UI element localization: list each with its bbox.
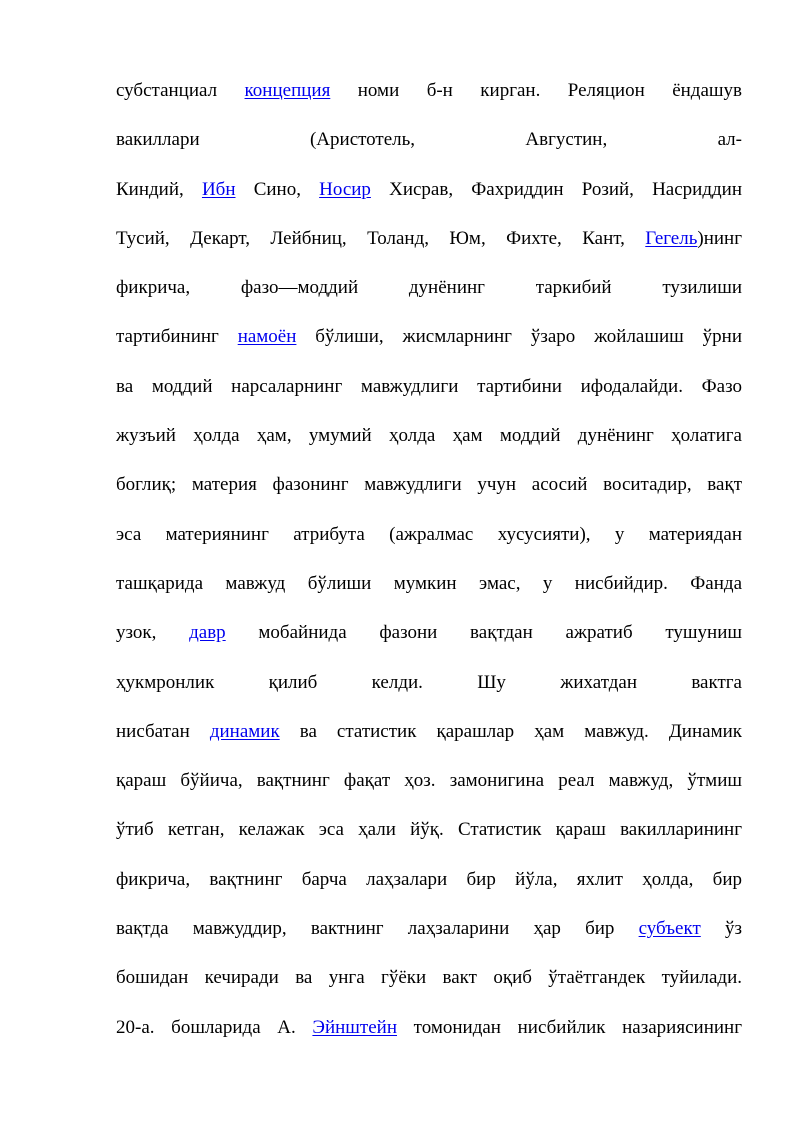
text-run: мобайнида фазони вақтдан ажратиб тушуниш: [225, 622, 743, 644]
link-ibn[interactable]: Ибн: [201, 178, 236, 200]
text-line: [116, 460, 742, 509]
text-run: жузъий ҳолда ҳам, умумий ҳолда ҳам моддий дунёнинг ҳолатига: [116, 425, 742, 447]
text-run: 20-а. бошларида А.: [116, 1016, 313, 1038]
text-line: [116, 707, 742, 756]
text-line: [116, 1003, 742, 1052]
text-run: субстанциал: [116, 80, 245, 101]
text-run: Сино,: [235, 178, 320, 200]
link-dinamik[interactable]: динамик: [209, 720, 280, 742]
text-run: Хисрав, Фахриддин Розий, Насриддин: [370, 178, 743, 200]
text-run: номи б-н кирган. Реляцион ёндашув: [330, 80, 742, 101]
link-subyekt[interactable]: субъект: [638, 918, 701, 940]
text-run: )нинг: [697, 227, 742, 249]
text-run: ҳукмронлик қилиб келди. Шу жихатдан вактга: [116, 671, 742, 693]
text-run: тартибининг: [116, 326, 238, 348]
text-run: вакиллари (Аристотель, Августин, ал-: [116, 129, 742, 151]
text-run: Киндий,: [116, 178, 202, 200]
text-run: томонидан нисбийлик назариясининг: [397, 1016, 742, 1038]
text-run: эса материянинг атрибута (ажралмас хусусияти), у материядан: [116, 523, 742, 545]
text-run: Тусий, Декарт, Лейбниц, Толанд, Юм, Фихте, Кант,: [116, 227, 646, 249]
link-kontseptsiya[interactable]: концепция: [244, 80, 331, 101]
text-run: ва моддий нарсаларнинг мавжудлиги тартибини ифодалайди. Фазо: [116, 375, 742, 397]
text-run: фикрича, фазо—моддий дунёнинг таркибий тузилиши: [116, 277, 742, 299]
text-line: [116, 263, 742, 312]
text-line: [116, 165, 742, 214]
text-line: [116, 559, 742, 608]
text-run: ташқарида мавжуд бўлиши мумкин эмас, у нисбийдир. Фанда: [116, 572, 742, 594]
link-eynshteyn[interactable]: Эйнштейн: [312, 1016, 397, 1038]
text-line: [116, 214, 742, 263]
text-run: вақтда мавжуддир, вактнинг лаҳзаларини ҳар бир: [116, 918, 639, 940]
link-nosir[interactable]: Носир: [319, 178, 371, 200]
text-line: [116, 756, 742, 805]
text-run: ўз: [700, 918, 742, 940]
text-line: [116, 608, 742, 657]
link-gegel[interactable]: Гегель: [645, 227, 698, 249]
text-run: бўлиши, жисмларнинг ўзаро жойлашиш ўрни: [296, 326, 742, 348]
text-run: қараш бўйича, вақтнинг фақат ҳоз. замонигина реал мавжуд, ўтмиш: [116, 770, 742, 792]
link-namoyon[interactable]: намоён: [237, 326, 297, 348]
text-line: [116, 855, 742, 904]
text-line: [116, 510, 742, 559]
text-line: [116, 953, 742, 1002]
text-line: [116, 411, 742, 460]
text-line: [116, 362, 742, 411]
text-line: [116, 66, 742, 115]
text-line: [116, 805, 742, 854]
text-run: нисбатан: [116, 720, 210, 742]
text-run: боглиқ; материя фазонинг мавжудлиги учун асосий воситадир, вақт: [116, 474, 742, 496]
text-run: ва статистик қарашлар ҳам мавжуд. Динамик: [279, 720, 742, 742]
document-body: [116, 66, 742, 1052]
text-run: узок,: [116, 622, 190, 644]
text-line: [116, 312, 742, 361]
link-davr[interactable]: давр: [189, 622, 226, 644]
text-run: бошидан кечиради ва унга гўёки вакт оқиб ўтаётгандек туйилади.: [116, 967, 742, 989]
text-line: [116, 115, 742, 164]
text-line: [116, 904, 742, 953]
text-run: фикрича, вақтнинг барча лаҳзалари бир йўла, яхлит ҳолда, бир: [116, 868, 742, 890]
text-line: [116, 658, 742, 707]
text-run: ўтиб кетган, келажак эса ҳали йўқ. Статистик қараш вакилларининг: [116, 819, 742, 841]
